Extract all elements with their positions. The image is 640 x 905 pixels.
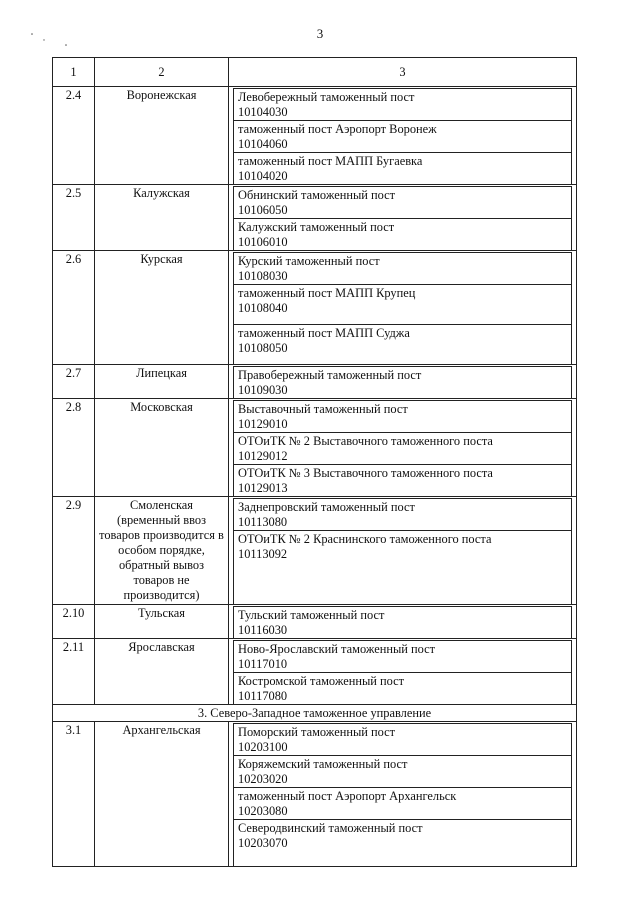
posts-cell	[229, 87, 577, 185]
table-row	[53, 605, 577, 639]
post-item	[234, 788, 572, 820]
region-name: Липецкая	[95, 365, 229, 399]
region-name: Тульская	[95, 605, 229, 639]
post-code: 10117010	[238, 657, 288, 671]
table-row	[53, 251, 577, 365]
post-item	[234, 756, 572, 788]
post-code: 10129012	[238, 449, 288, 463]
post-cell	[234, 187, 572, 219]
table-row	[53, 497, 577, 605]
row-number: 2.6	[53, 251, 95, 365]
posts-list	[233, 723, 572, 866]
post-item	[234, 607, 572, 639]
post-code: 10117080	[238, 689, 288, 703]
post-cell	[234, 641, 572, 673]
post-name: Костромской таможенный пост	[238, 674, 405, 688]
post-cell	[234, 820, 572, 867]
region-name: Воронежская	[95, 87, 229, 185]
posts-list	[233, 640, 572, 704]
post-cell	[234, 673, 572, 705]
post-item	[234, 121, 572, 153]
posts-list	[233, 186, 572, 250]
post-code: 10104030	[238, 105, 288, 119]
post-code: 10113080	[238, 515, 288, 529]
post-item	[234, 724, 572, 756]
posts-list	[233, 88, 572, 184]
post-item	[234, 153, 572, 185]
post-name: таможенный пост МАПП Крупец	[238, 286, 416, 300]
row-number: 2.8	[53, 399, 95, 497]
post-name: Ново-Ярославский таможенный пост	[238, 642, 436, 656]
post-code: 10108030	[238, 269, 288, 283]
row-number: 2.5	[53, 185, 95, 251]
post-item	[234, 531, 572, 605]
posts-cell	[229, 605, 577, 639]
post-name: Правобережный таможенный пост	[238, 368, 422, 382]
post-item	[234, 367, 572, 399]
post-name: ОТОиТК № 3 Выставочного таможенного поста	[238, 466, 493, 480]
post-item	[234, 253, 572, 285]
row-number: 2.4	[53, 87, 95, 185]
post-name: Курский таможенный пост	[238, 254, 380, 268]
table-row	[53, 87, 577, 185]
posts-cell	[229, 497, 577, 605]
post-code: 10108040	[238, 301, 288, 315]
post-item	[234, 820, 572, 867]
post-cell	[234, 531, 572, 605]
row-number: 2.11	[53, 639, 95, 705]
posts-cell	[229, 722, 577, 867]
region-name: Калужская	[95, 185, 229, 251]
posts-cell	[229, 639, 577, 705]
header-col-2: 2	[95, 58, 229, 87]
post-code: 10203020	[238, 772, 288, 786]
post-name: Обнинский таможенный пост	[238, 188, 396, 202]
post-cell	[234, 499, 572, 531]
post-item	[234, 187, 572, 219]
post-cell	[234, 465, 572, 497]
post-item	[234, 285, 572, 325]
post-item	[234, 499, 572, 531]
row-number: 2.10	[53, 605, 95, 639]
header-col-3: 3	[229, 58, 577, 87]
post-item	[234, 219, 572, 251]
post-name: ОТОиТК № 2 Выставочного таможенного поста	[238, 434, 493, 448]
post-name: Коряжемский таможенный пост	[238, 757, 408, 771]
row-number: 3.1	[53, 722, 95, 867]
scan-specks	[28, 28, 88, 58]
posts-list	[233, 366, 572, 398]
post-code: 10106050	[238, 203, 288, 217]
post-cell	[234, 756, 572, 788]
post-name: Калужский таможенный пост	[238, 220, 395, 234]
posts-list	[233, 400, 572, 496]
post-cell	[234, 89, 572, 121]
post-name: Северодвинский таможенный пост	[238, 821, 423, 835]
post-name: Выставочный таможенный пост	[238, 402, 408, 416]
post-code: 10129013	[238, 481, 288, 495]
post-name: Поморский таможенный пост	[238, 725, 396, 739]
post-name: таможенный пост Аэропорт Воронеж	[238, 122, 437, 136]
post-code: 10108050	[238, 341, 288, 355]
region-name: Смоленская (временный ввоз товаров производится в особом порядке, обратный вывоз товаров не производится)	[95, 497, 229, 605]
posts-cell	[229, 251, 577, 365]
table-row	[53, 185, 577, 251]
posts-cell	[229, 185, 577, 251]
post-code: 10203100	[238, 740, 288, 754]
post-cell	[234, 724, 572, 756]
table-header-row	[53, 58, 577, 87]
posts-list	[233, 498, 572, 604]
row-number: 2.9	[53, 497, 95, 605]
post-code: 10109030	[238, 383, 288, 397]
posts-list	[233, 606, 572, 638]
region-name: Ярославская	[95, 639, 229, 705]
post-code: 10203080	[238, 804, 288, 818]
post-cell	[234, 401, 572, 433]
table-row	[53, 722, 577, 867]
post-item	[234, 641, 572, 673]
header-col-1: 1	[53, 58, 95, 87]
post-name: Левобережный таможенный пост	[238, 90, 415, 104]
post-code: 10104060	[238, 137, 288, 151]
post-code: 10129010	[238, 417, 288, 431]
page-number: 3	[316, 26, 324, 41]
post-cell	[234, 153, 572, 185]
post-code: 10104020	[238, 169, 288, 183]
section-row	[53, 705, 577, 722]
table-row	[53, 365, 577, 399]
posts-list	[233, 252, 572, 364]
region-name: Архангельская	[95, 722, 229, 867]
row-number: 2.7	[53, 365, 95, 399]
post-name: ОТОиТК № 2 Краснинского таможенного поста	[238, 532, 492, 546]
post-cell	[234, 433, 572, 465]
table-row	[53, 639, 577, 705]
region-name: Московская	[95, 399, 229, 497]
post-cell	[234, 367, 572, 399]
posts-cell	[229, 399, 577, 497]
post-name: таможенный пост МАПП Бугаевка	[238, 154, 423, 168]
table-row	[53, 399, 577, 497]
post-item	[234, 325, 572, 365]
post-name: таможенный пост Аэропорт Архангельск	[238, 789, 457, 803]
post-cell	[234, 121, 572, 153]
post-item	[234, 401, 572, 433]
post-name: таможенный пост МАПП Суджа	[238, 326, 410, 340]
post-cell	[234, 253, 572, 285]
post-cell	[234, 219, 572, 251]
post-cell	[234, 607, 572, 639]
post-item	[234, 433, 572, 465]
post-cell	[234, 285, 572, 325]
post-item	[234, 673, 572, 705]
region-name: Курская	[95, 251, 229, 365]
post-cell	[234, 325, 572, 365]
post-name: Заднепровский таможенный пост	[238, 500, 415, 514]
post-code: 10106010	[238, 235, 288, 249]
post-cell	[234, 788, 572, 820]
post-code: 10113092	[238, 547, 288, 561]
post-item	[234, 89, 572, 121]
post-item	[234, 465, 572, 497]
post-code: 10116030	[238, 623, 288, 637]
section-title: 3. Северо-Западное таможенное управление	[53, 705, 577, 722]
post-name: Тульский таможенный пост	[238, 608, 385, 622]
customs-posts-table	[52, 57, 577, 867]
posts-cell	[229, 365, 577, 399]
post-code: 10203070	[238, 836, 288, 850]
